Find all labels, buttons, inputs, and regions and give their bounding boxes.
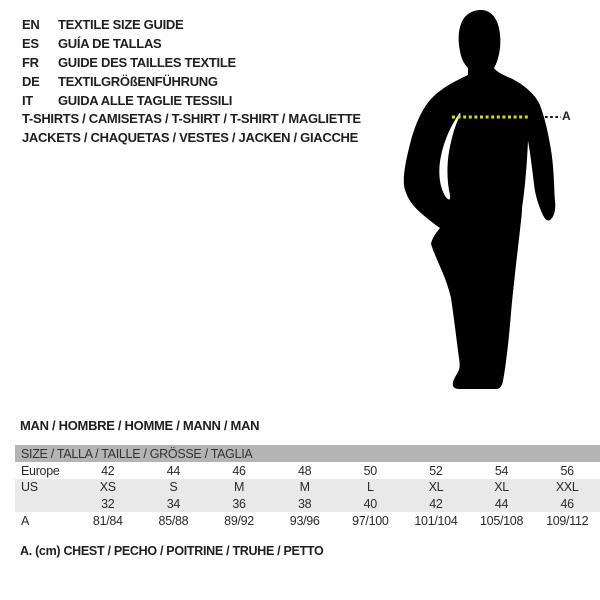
size-cell: 89/92 bbox=[224, 513, 254, 528]
lang-code: FR bbox=[22, 55, 39, 70]
size-cell: 56 bbox=[560, 463, 574, 478]
lang-row-fr bbox=[22, 53, 236, 72]
row-label: Europe bbox=[21, 463, 60, 478]
footnote-chest-measure: A. (cm) CHEST / PECHO / POITRINE / TRUHE / PETTO bbox=[20, 544, 324, 558]
size-cell: 32 bbox=[75, 495, 141, 512]
size-cell: 38 bbox=[272, 495, 338, 512]
man-silhouette-svg bbox=[398, 8, 564, 390]
garment-line-tshirts: T-SHIRTS / CAMISETAS / T-SHIRT / T-SHIRT / MAGLIETTE bbox=[22, 111, 361, 126]
size-cell: 93/96 bbox=[289, 513, 320, 528]
size-cell: 44 bbox=[469, 495, 535, 512]
size-cell: XL bbox=[469, 479, 535, 495]
size-cell: 105/108 bbox=[480, 513, 524, 528]
size-cell: L bbox=[338, 479, 404, 495]
size-cell: XS bbox=[75, 479, 141, 495]
size-cell: M bbox=[206, 479, 272, 495]
row-label: US bbox=[15, 479, 75, 495]
table-row-us bbox=[15, 479, 600, 495]
size-cell: 50 bbox=[363, 463, 377, 478]
size-cell: 42 bbox=[403, 495, 469, 512]
size-cell: 81/84 bbox=[92, 513, 123, 528]
table-header-row bbox=[15, 445, 600, 462]
size-cell: 101/104 bbox=[414, 513, 458, 528]
lang-row-de bbox=[22, 72, 236, 91]
lang-label: GUÍA DE TALLAS bbox=[58, 36, 162, 51]
lang-label: GUIDA ALLE TAGLIE TESSILI bbox=[58, 93, 233, 108]
size-cell: 42 bbox=[101, 463, 115, 478]
table-row-europe bbox=[15, 462, 600, 479]
size-cell: XL bbox=[403, 479, 469, 495]
man-silhouette-path bbox=[404, 10, 555, 389]
size-cell: 34 bbox=[141, 495, 207, 512]
garment-line-jackets: JACKETS / CHAQUETAS / VESTES / JACKEN / GIACCHE bbox=[22, 129, 358, 145]
size-cell: 109/112 bbox=[546, 513, 589, 528]
measure-label-a: A bbox=[562, 109, 571, 123]
lang-code: ES bbox=[22, 36, 39, 51]
language-list bbox=[22, 15, 236, 110]
size-table bbox=[15, 445, 600, 529]
size-cell: 46 bbox=[534, 495, 600, 512]
size-cell: M bbox=[272, 479, 338, 495]
size-cell: 40 bbox=[338, 495, 404, 512]
lang-code: IT bbox=[22, 93, 33, 108]
garment-categories bbox=[22, 110, 361, 147]
size-cell: XXL bbox=[534, 479, 600, 495]
size-cell: 52 bbox=[429, 463, 443, 478]
size-cell: 97/100 bbox=[352, 513, 389, 528]
size-cell: 44 bbox=[166, 463, 181, 478]
row-label bbox=[15, 495, 75, 512]
lang-code: EN bbox=[22, 17, 40, 32]
table-row-chest-a bbox=[15, 512, 600, 529]
table-header-label: SIZE / TALLA / TAILLE / GRÖSSE / TAGLIA bbox=[15, 445, 600, 462]
lang-label: GUIDE DES TAILLES TEXTILE bbox=[58, 55, 236, 70]
lang-label: TEXTILE SIZE GUIDE bbox=[58, 17, 184, 32]
man-silhouette-figure bbox=[398, 8, 564, 390]
lang-row-it bbox=[22, 91, 236, 110]
size-cell: 85/88 bbox=[158, 513, 189, 528]
lang-code: DE bbox=[22, 74, 40, 89]
table-row-alt-size bbox=[15, 495, 600, 512]
size-cell: S bbox=[141, 479, 207, 495]
size-cell: 54 bbox=[494, 463, 509, 478]
size-cell: 46 bbox=[232, 463, 246, 478]
section-title-man: MAN / HOMBRE / HOMME / MANN / MAN bbox=[20, 418, 260, 433]
size-cell: 36 bbox=[206, 495, 272, 512]
row-label: A bbox=[21, 513, 30, 528]
lang-label: TEXTILGRÖßENFÜHRUNG bbox=[58, 74, 218, 89]
size-cell: 48 bbox=[298, 463, 312, 478]
lang-row-en bbox=[22, 15, 236, 34]
lang-row-es bbox=[22, 34, 236, 53]
